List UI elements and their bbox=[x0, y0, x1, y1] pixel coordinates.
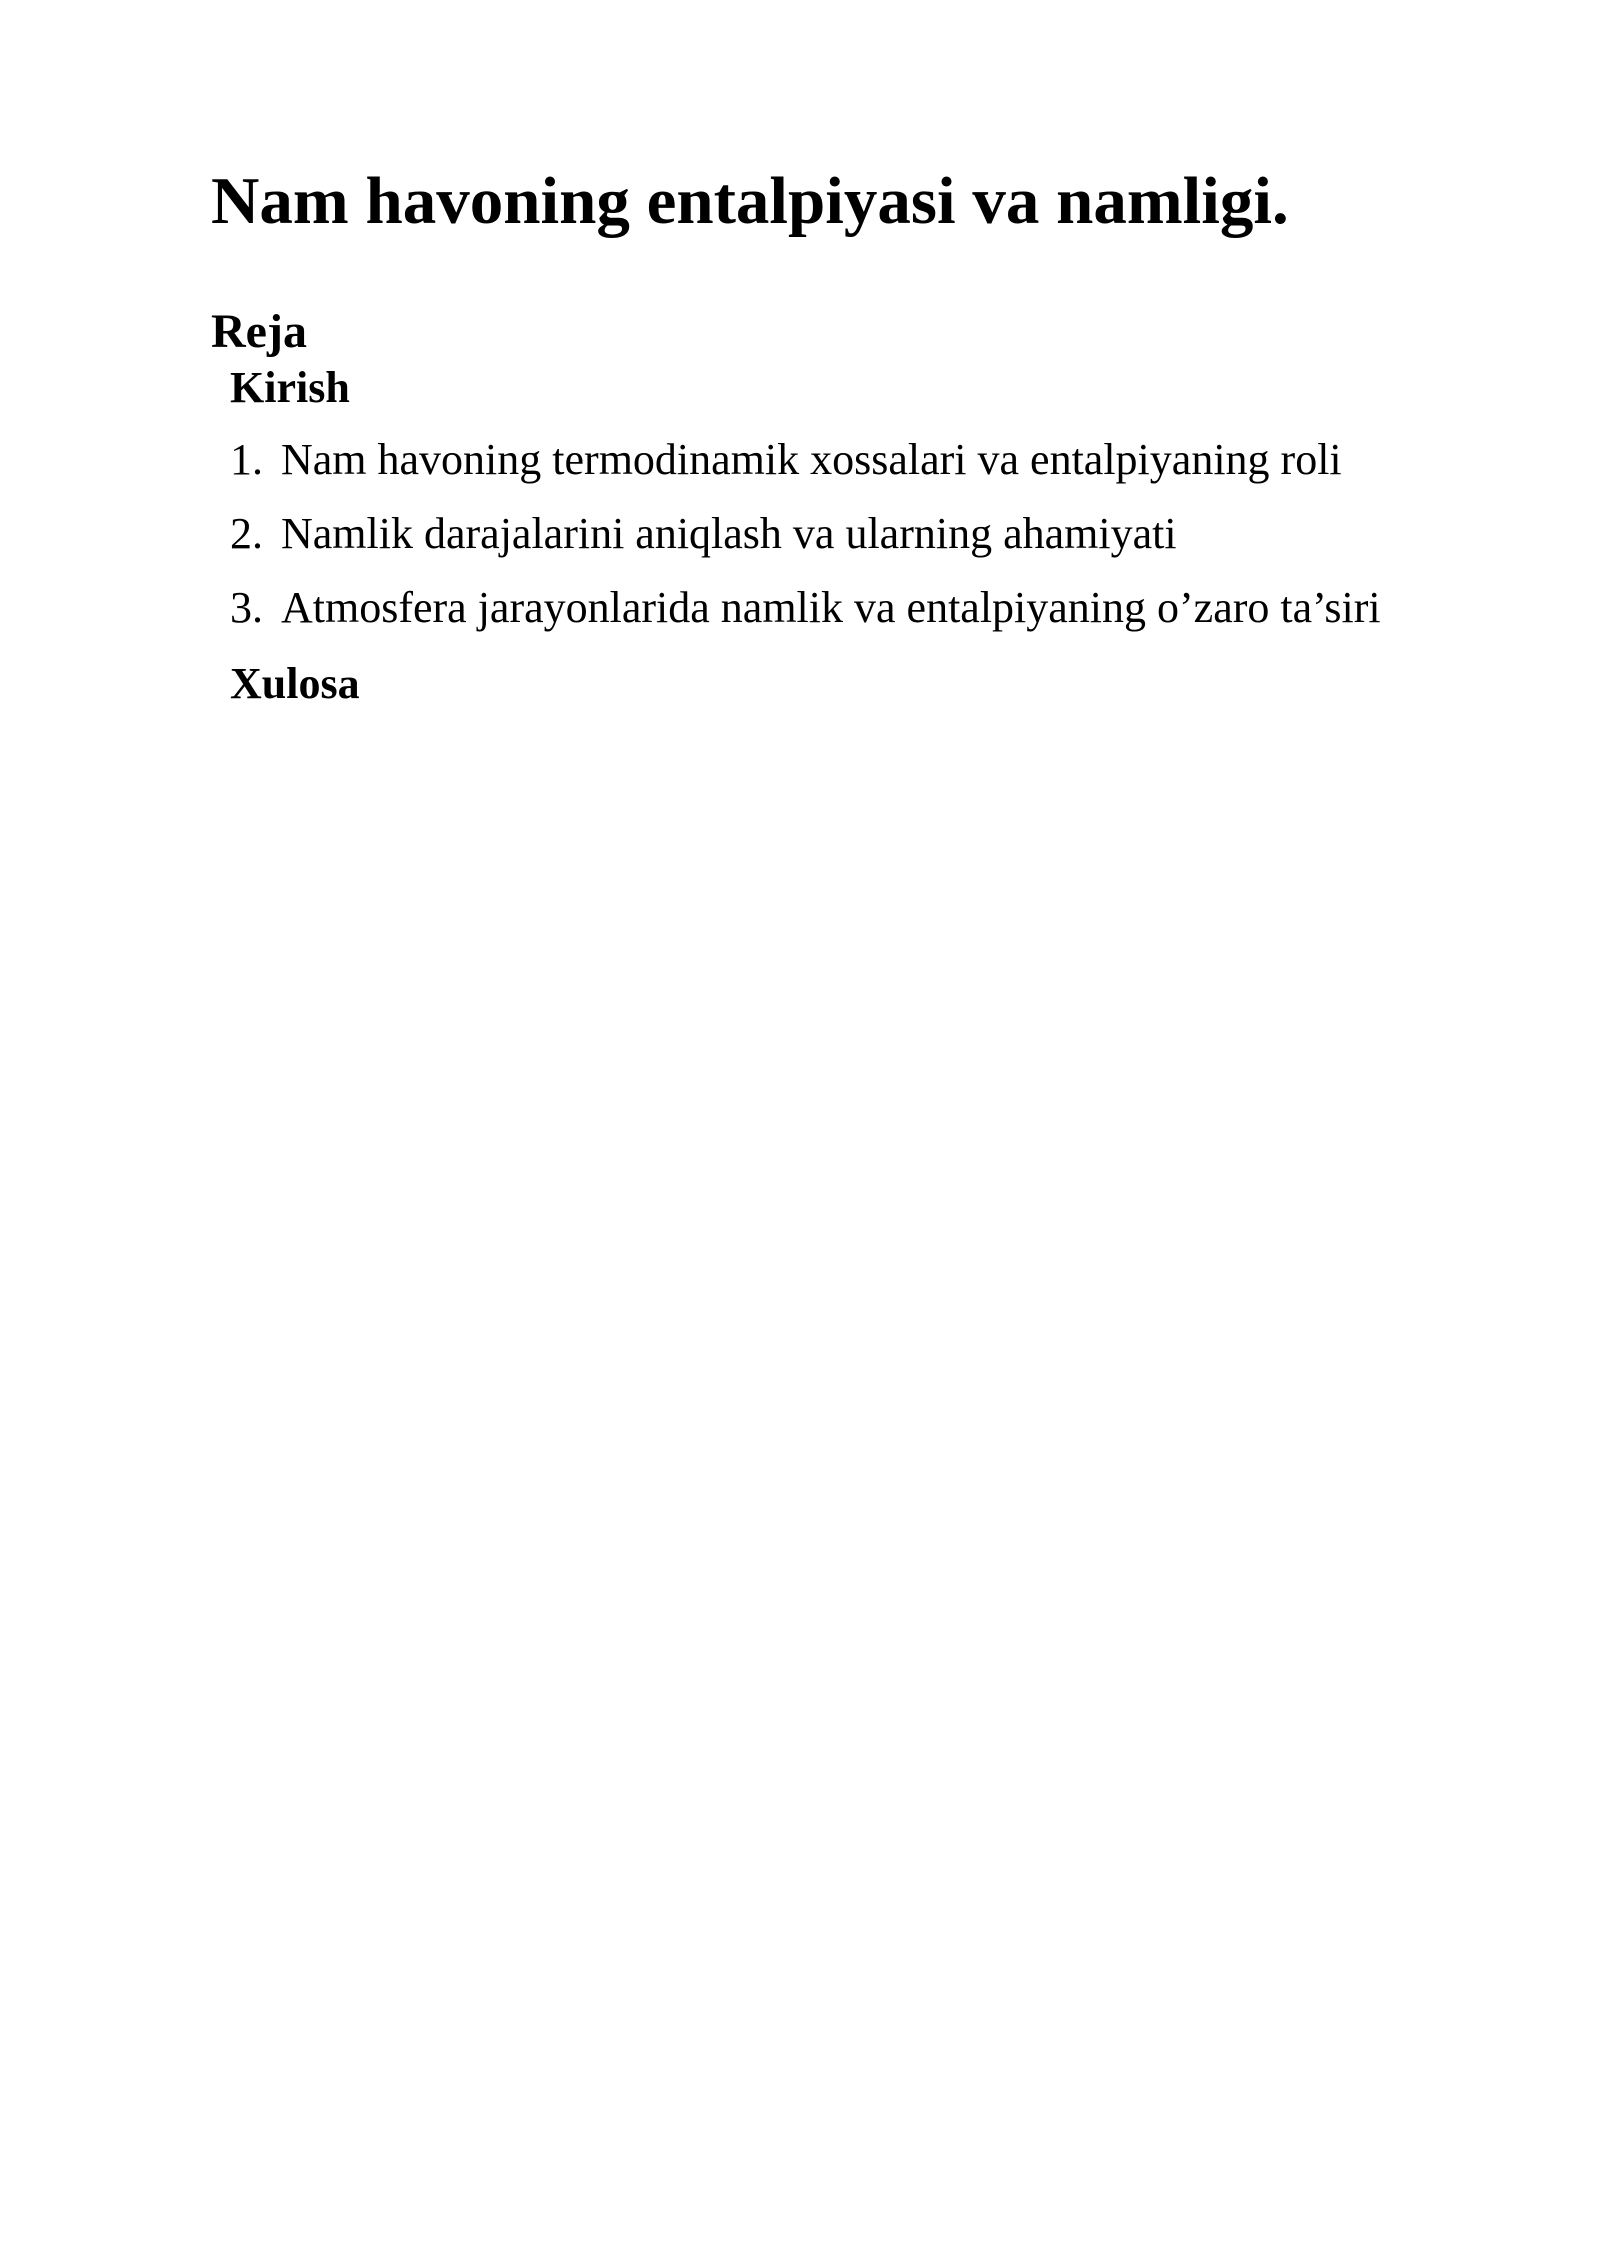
outline-item-number: 3. bbox=[230, 583, 263, 632]
outline-intro: Kirish bbox=[230, 363, 350, 412]
outline-item-number: 2. bbox=[230, 509, 263, 558]
outline-item-number: 1. bbox=[230, 435, 263, 484]
outline-item-text: Nam havoning termodinamik xossalari va entalpiyaning roli bbox=[281, 435, 1342, 484]
document-title: Nam havoning entalpiyasi va namligi. bbox=[211, 164, 1289, 238]
outline-item-text: Namlik darajalarini aniqlash va ularning ahamiyati bbox=[281, 509, 1177, 558]
outline-conclusion: Xulosa bbox=[230, 659, 360, 708]
outline-item-text: Atmosfera jarayonlarida namlik va entalpiyaning o’zaro ta’siri bbox=[281, 583, 1381, 632]
plan-heading: Reja bbox=[211, 305, 307, 358]
